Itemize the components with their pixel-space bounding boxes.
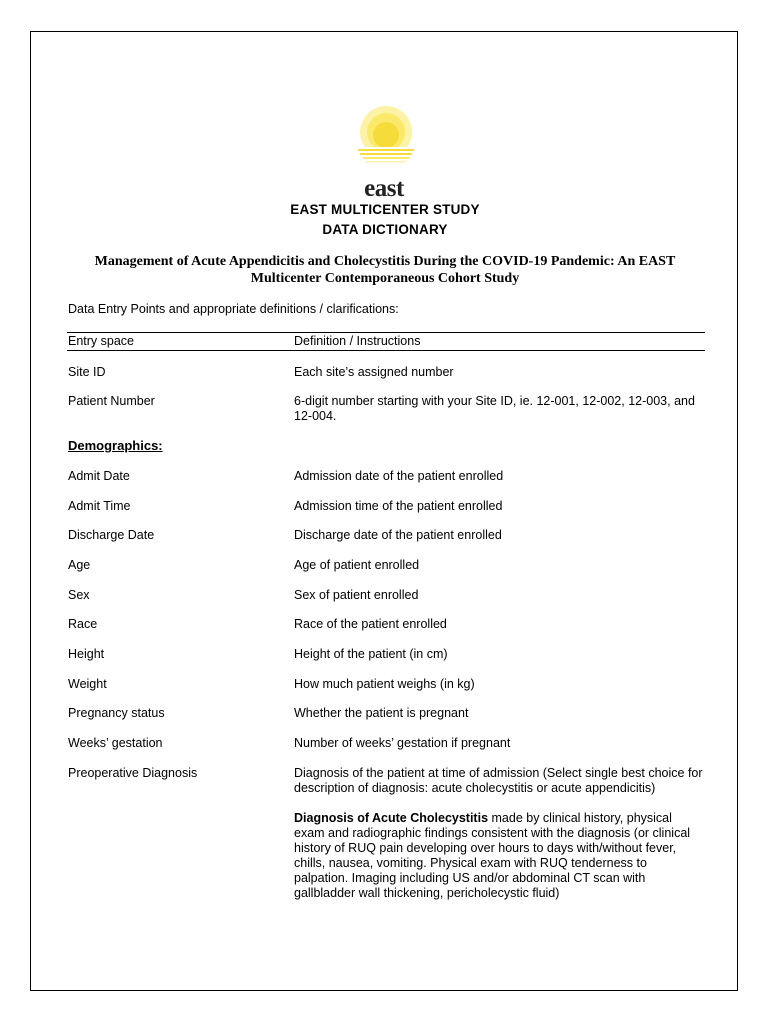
definition-age: Age of patient enrolled [294, 558, 420, 572]
note-bold-label: Diagnosis of Acute Cholecystitis [294, 811, 489, 825]
east-logo [356, 92, 446, 212]
sun-icon [356, 92, 416, 172]
column-header-entry: Entry space [68, 334, 135, 348]
entry-weight: Weight [68, 677, 107, 691]
column-header-definition: Definition / Instructions [294, 334, 421, 348]
entry-weeks-gestation: Weeks’ gestation [68, 736, 163, 750]
entry-height: Height [68, 647, 105, 661]
definition-pregnancy-status: Whether the patient is pregnant [294, 706, 469, 720]
definition-weeks-gestation: Number of weeks’ gestation if pregnant [294, 736, 511, 750]
definition-admit-date: Admission date of the patient enrolled [294, 469, 504, 483]
entry-site-id: Site ID [68, 365, 106, 379]
logo-wordmark: east [364, 175, 404, 202]
definition-sex: Sex of patient enrolled [294, 588, 419, 602]
definition-race: Race of the patient enrolled [294, 617, 447, 631]
entry-discharge-date: Discharge Date [68, 528, 155, 542]
title-line-2: DATA DICTIONARY [322, 222, 448, 237]
entry-patient-number: Patient Number [68, 394, 155, 408]
entry-sex: Sex [68, 588, 90, 602]
document-page [30, 31, 738, 991]
definition-weight: How much patient weighs (in kg) [294, 677, 475, 691]
section-heading-demographics: Demographics: [68, 438, 163, 453]
cholecystitis-definition-note [294, 811, 704, 901]
title-line-1: EAST MULTICENTER STUDY [290, 202, 480, 217]
definition-admit-time: Admission time of the patient enrolled [294, 499, 503, 513]
definition-patient-number: 6-digit number starting with your Site ID, ie. 12-001, 12-002, 12-003, and 12-004. [294, 394, 695, 423]
study-title: Management of Acute Appendicitis and Cholecystitis During the COVID-19 Pandemic: An EAST Multicenter Contemporaneous Cohort Study [94, 254, 676, 286]
entry-race: Race [68, 617, 98, 631]
entry-preoperative-diagnosis: Preoperative Diagnosis [68, 766, 198, 780]
note-text: made by clinical history, physical exam and radiographic findings consistent with the diagnosis (or clinical history of RUQ pain developing over hours to days with/without fever, chills, nausea, vomiting. Physical exam with RUQ tenderness to palpation. Imaging including US and/or abdominal CT scan with gallbladder wall thickening, pericholecystic fluid) [294, 811, 691, 900]
intro-text: Data Entry Points and appropriate definitions / clarifications: [68, 302, 399, 316]
definition-discharge-date: Discharge date of the patient enrolled [294, 528, 502, 542]
entry-age: Age [68, 558, 91, 572]
entry-admit-date: Admit Date [68, 469, 130, 483]
definition-height: Height of the patient (in cm) [294, 647, 448, 661]
definition-site-id: Each site’s assigned number [294, 365, 454, 379]
table-header [67, 332, 705, 351]
entry-admit-time: Admit Time [68, 499, 131, 513]
entry-pregnancy-status: Pregnancy status [68, 706, 165, 720]
definition-preoperative-diagnosis: Diagnosis of the patient at time of admission (Select single best choice for description of diagnosis: acute cholecystitis or acute appendicitis) [294, 766, 703, 795]
